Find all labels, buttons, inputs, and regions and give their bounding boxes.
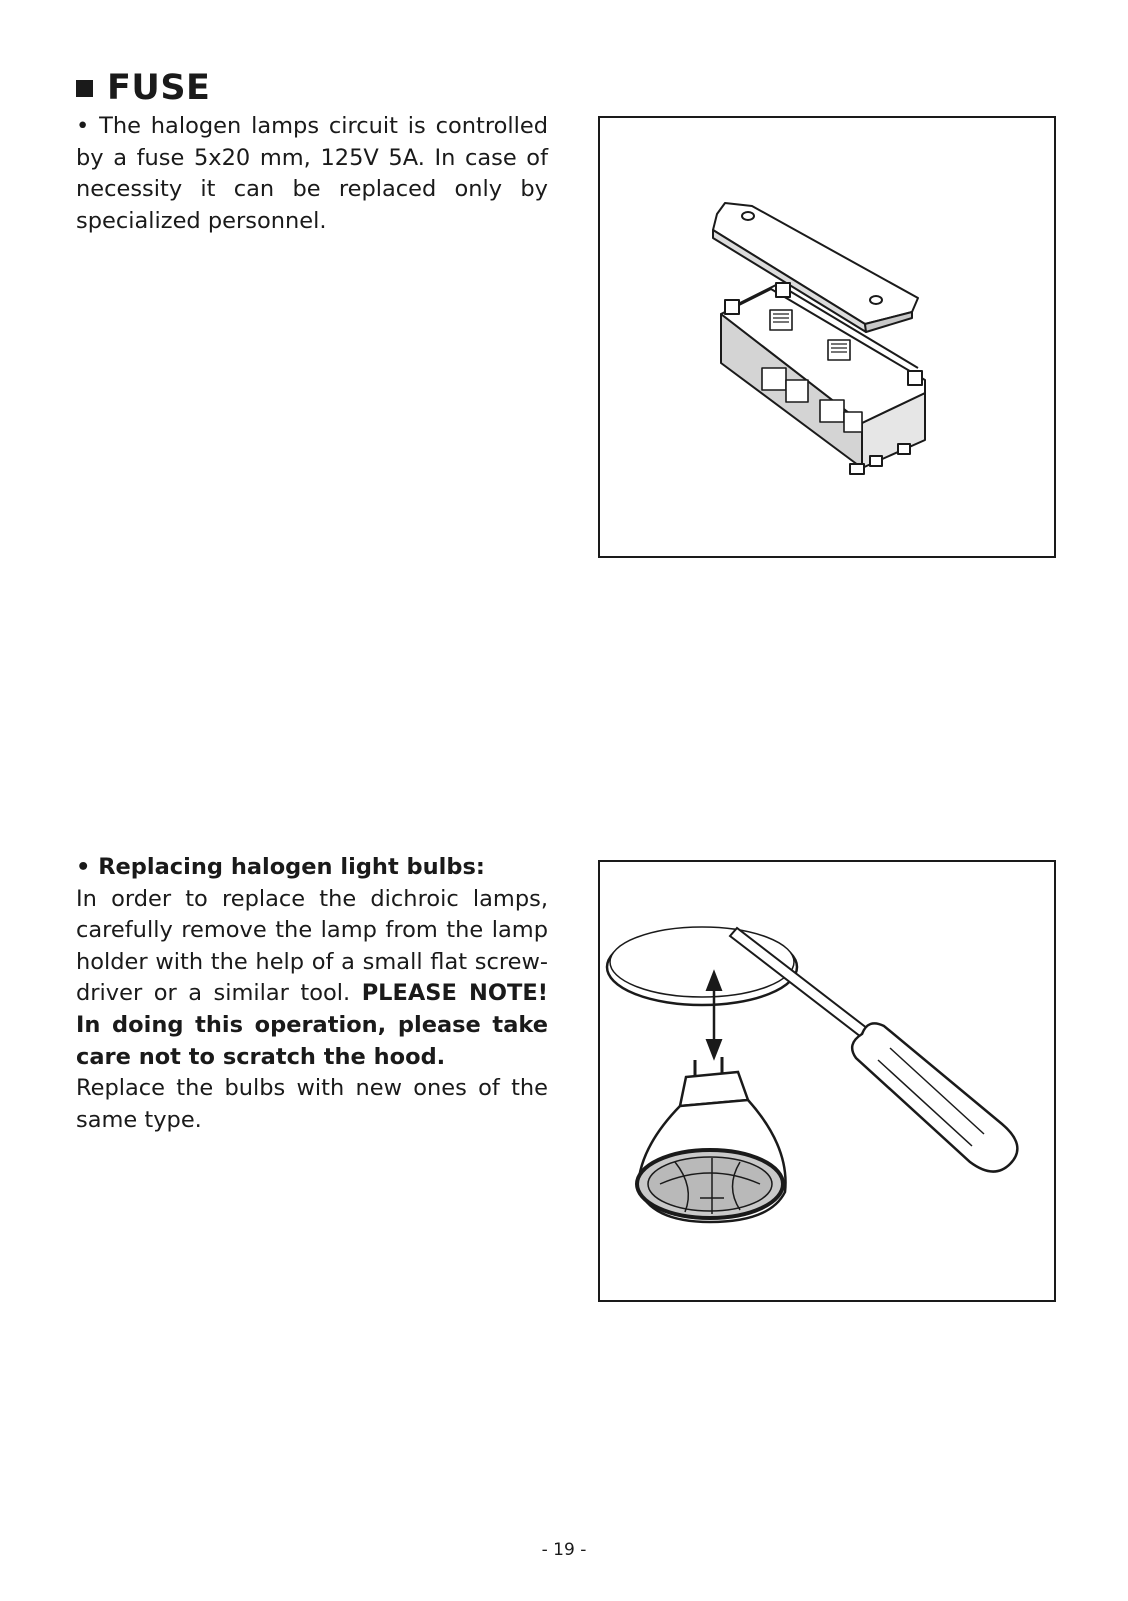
section-title: FUSE	[107, 68, 211, 108]
fuse-paragraph: • The halogen lamps circuit is controlled by a fuse 5x20 mm, 125V 5A. In case of necessity it can be replaced only by specialized personnel.	[76, 113, 548, 234]
bulbs-heading: Replacing halogen light bulbs:	[98, 854, 485, 880]
fuse-box-figure	[598, 116, 1056, 558]
bulb-figure	[598, 860, 1056, 1302]
section-heading	[76, 68, 210, 108]
bulbs-end: Replace the bulbs with new ones of the same type.	[76, 1075, 548, 1133]
bulbs-paragraph: • Replacing halogen light bulbs: In order to replace the dichroic lamps, carefully remove the lamp from the lamp holder with the help of a small flat screw-driver or a similar tool. PLEASE NOTE! In doing this operation, please take care not to scratch the hood. Replace the bulbs with new ones of the same type.	[76, 852, 548, 1136]
square-bullet-icon	[76, 80, 93, 97]
page-number: - 19 -	[541, 1540, 587, 1560]
halogen-bulb-screwdriver-illustration	[600, 862, 1054, 1300]
fuse-box-illustration	[600, 118, 1054, 556]
bulbs-note: PLEASE NOTE! In doing this operation, please take care not to scratch the hood.	[76, 980, 548, 1070]
bulbs-intro: In order to replace the dichroic lamps, carefully remove the lamp from the lamp holder with the help of a small flat screw-driver or a similar tool.	[76, 885, 548, 1007]
fuse-text: The halogen lamps circuit is controlled by a fuse 5x20 mm, 125V 5A. In case of necessity it can be replaced only by specialized personnel.	[76, 113, 548, 234]
